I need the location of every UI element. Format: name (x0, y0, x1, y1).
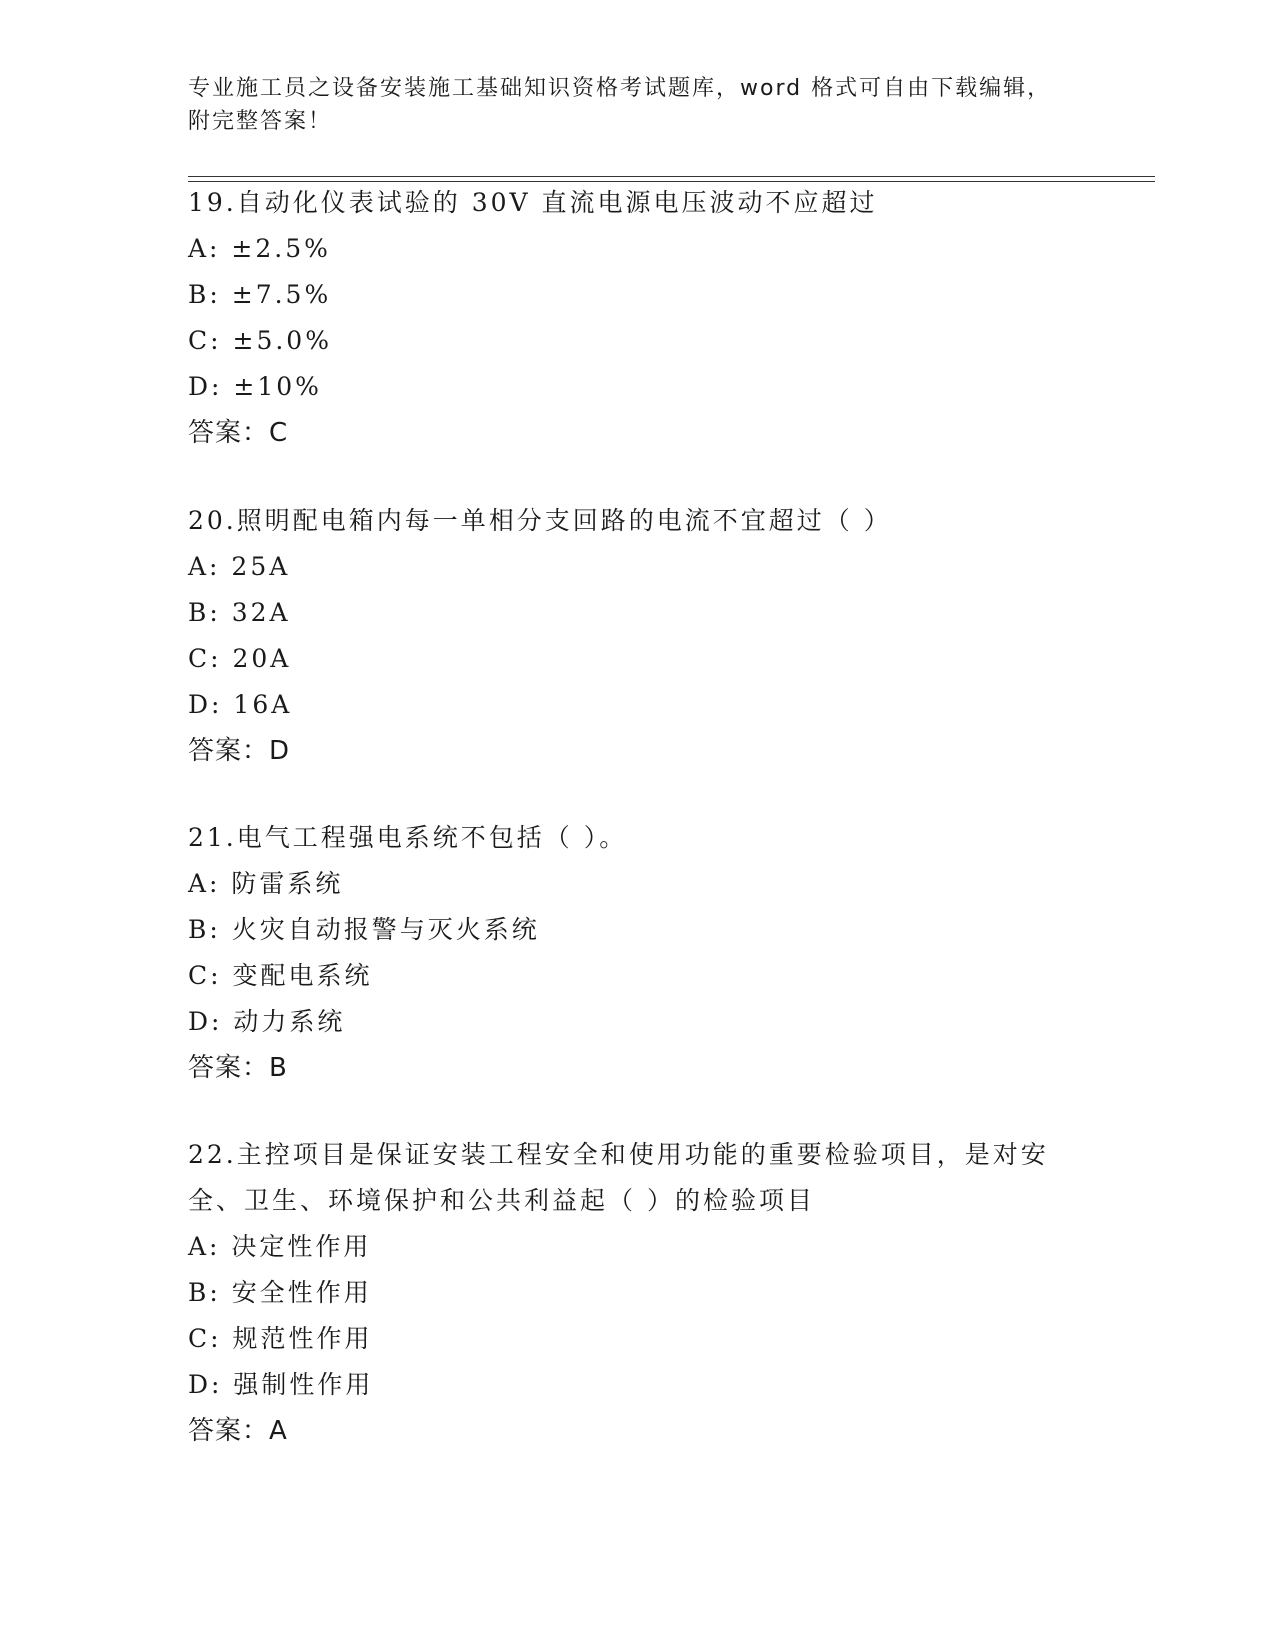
header-line-2: 附完整答案！ (188, 109, 333, 134)
option-d: D: ±10% (188, 372, 322, 401)
option-c: C: 规范性作用 (188, 1324, 373, 1353)
header-line-1: 专业施工员之设备安装施工基础知识资格考试题库，word 格式可自由下载编辑， (188, 76, 1052, 101)
option-c: C: 20A (188, 644, 292, 673)
option-c: C: ±5.0% (188, 326, 332, 355)
option-a: A: 25A (188, 552, 291, 581)
option-a: A: 防雷系统 (188, 869, 344, 898)
question-19 (188, 180, 1088, 456)
option-d: D: 动力系统 (188, 1007, 346, 1036)
option-b: B: 火灾自动报警与灭火系统 (188, 915, 540, 944)
document-header (188, 72, 1068, 138)
option-a: A: 决定性作用 (188, 1232, 372, 1261)
question-22 (188, 1132, 1068, 1454)
question-21 (188, 815, 1088, 1091)
question-stem: 21.电气工程强电系统不包括（ ）。 (188, 823, 628, 852)
question-stem: 22.主控项目是保证安装工程安全和使用功能的重要检验项目，是对安全、卫生、环境保护和公共利益起（ ）的检验项目 (188, 1140, 1049, 1215)
question-20 (188, 498, 1088, 774)
option-d: D: 强制性作用 (188, 1370, 374, 1399)
question-stem: 20.照明配电箱内每一单相分支回路的电流不宜超过（ ） (188, 506, 892, 535)
option-a: A: ±2.5% (188, 234, 331, 263)
answer: 答案：C (188, 418, 289, 448)
option-b: B: ±7.5% (188, 280, 332, 309)
option-c: C: 变配电系统 (188, 961, 373, 990)
header-divider-top (188, 176, 1155, 177)
option-b: B: 安全性作用 (188, 1278, 372, 1307)
option-b: B: 32A (188, 598, 291, 627)
answer: 答案：B (188, 1053, 288, 1083)
answer: 答案：D (188, 736, 291, 766)
option-d: D: 16A (188, 690, 293, 719)
answer: 答案：A (188, 1416, 288, 1446)
question-stem: 19.自动化仪表试验的 30V 直流电源电压波动不应超过 (188, 188, 878, 217)
